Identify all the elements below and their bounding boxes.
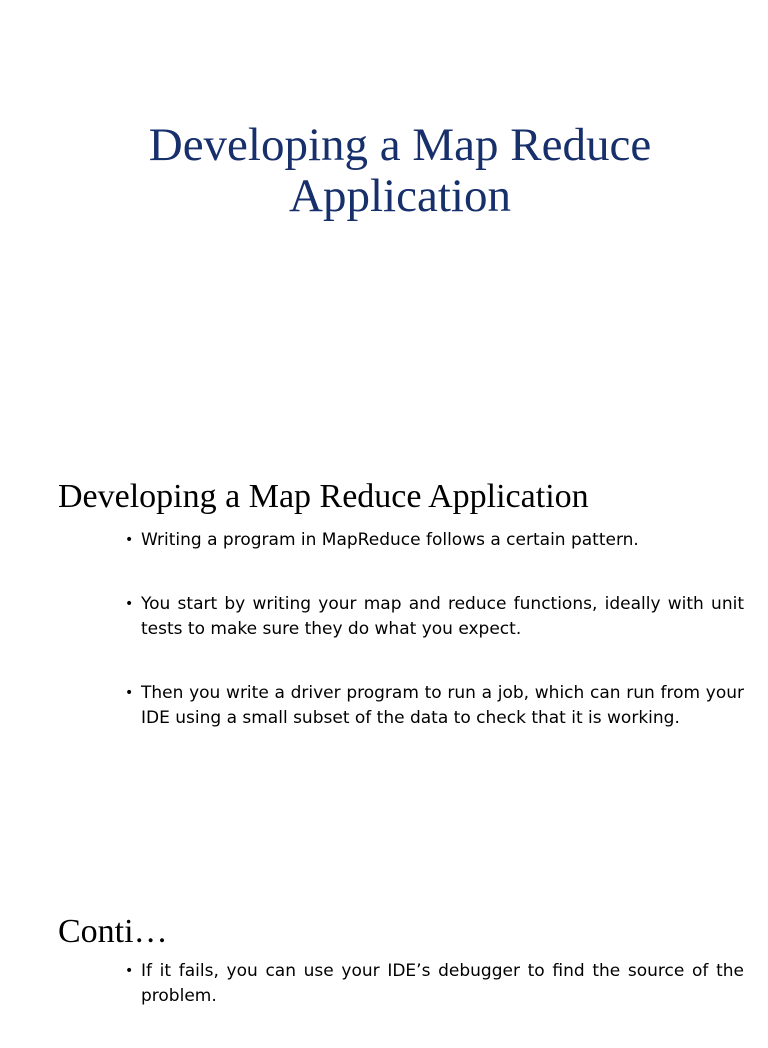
content-slide-1 [0, 440, 768, 870]
bullet-icon: • [125, 532, 134, 548]
bullet-text: You start by writing your map and reduce functions, ideally with unit tests to make sure they do what you expect. [141, 594, 744, 639]
title-line-2: Application [289, 170, 511, 222]
bullet-icon: • [125, 596, 134, 612]
bullet-text: Then you write a driver program to run a job, which can run from your IDE using a small subset of the data to check that it is working. [141, 683, 744, 728]
bullet-list [125, 959, 744, 1048]
slide-heading: Conti… [58, 913, 168, 950]
title-slide [0, 0, 768, 440]
bullet-item [125, 959, 744, 1009]
content-slide-2 [0, 870, 768, 1024]
bullet-text: Writing a program in MapReduce follows a certain pattern. [141, 530, 639, 550]
bullet-item [125, 592, 744, 642]
presentation-title [0, 120, 768, 222]
bullet-item [125, 681, 744, 731]
bullet-icon: • [125, 685, 134, 701]
bullet-list [125, 528, 744, 770]
slide-heading: Developing a Map Reduce Application [58, 478, 589, 515]
title-line-1: Developing a Map Reduce [148, 119, 652, 171]
bullet-text: If it fails, you can use your IDE’s debugger to find the source of the problem. [141, 961, 744, 1006]
bullet-item [125, 528, 744, 553]
bullet-icon: • [125, 963, 134, 979]
